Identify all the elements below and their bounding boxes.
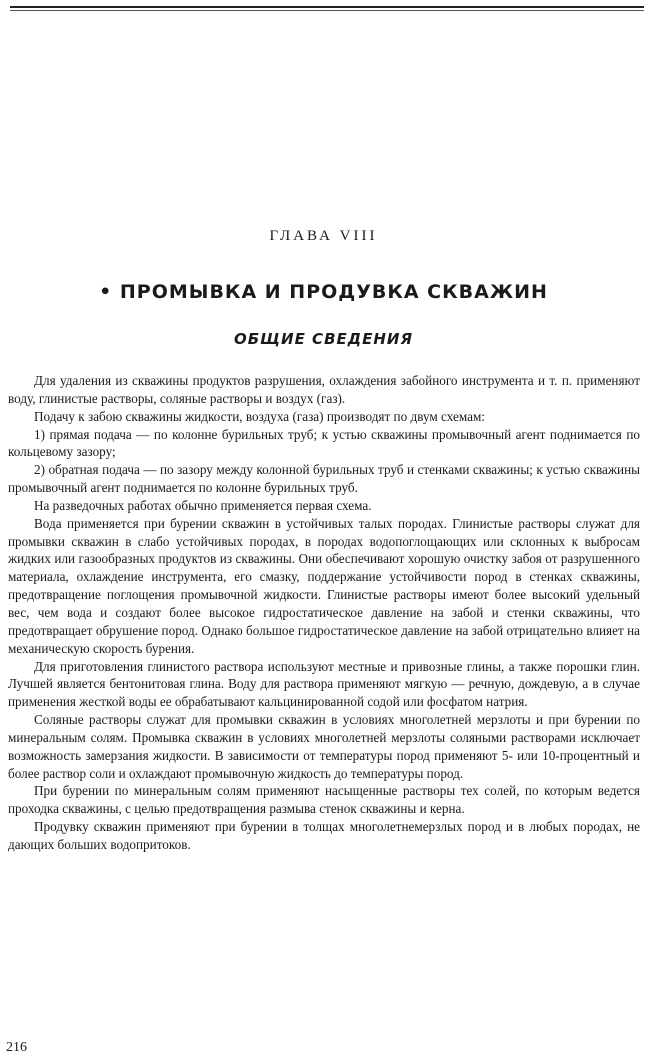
paragraph: Для удаления из скважины продуктов разрушения, охлаждения забойного инструмента и т. п. применяют воду, глинистые растворы, соляные растворы и воздух (газ). xyxy=(8,373,640,406)
body-text xyxy=(8,372,640,854)
section-subtitle: ОБЩИЕ СВЕДЕНИЯ xyxy=(233,330,414,348)
paragraph: Подачу к забою скважины жидкости, воздуха (газа) производят по двум схемам: xyxy=(34,408,485,424)
paragraph: При бурении по минеральным солям применяют насыщенные растворы тех солей, по которым ведется проходка скважины, с целью предотвращения размыва стенок скважины и керна. xyxy=(8,783,640,817)
paragraph: 2) обратная подача — по зазору между колонной бурильных труб и стенками скважины; к устью скважины промывочный агент поднимается по колонне бурильных труб. xyxy=(8,462,640,496)
paragraph: Для приготовления глинистого раствора используют местные и привозные глины, а также порошки глин. Лучшей является бентонитовая глина. Воду для раствора применяют мягкую — речную, дождевую, а в случае применения жесткой воды ее обрабатывают кальцинированной содой или фосфатом натрия. xyxy=(8,658,640,710)
paragraph: На разведочных работах обычно применяется первая схема. xyxy=(34,497,372,513)
paragraph: 1) прямая подача — по колонне бурильных труб; к устью скважины промывочный агент поднимается по кольцевому зазору; xyxy=(8,426,640,460)
top-rule xyxy=(10,6,644,8)
paragraph: Соляные растворы служат для промывки скважин в условиях многолетней мерзлоты и при бурении по минеральным солям. Промывка скважин в условиях многолетней мерзлоты соляными растворами исключает возможность замерзания жидкости. В зависимости от температуры пород применяют 5- или 10-процентный и более раствор соли и охлаждают промывочную жидкость до температуры пород. xyxy=(8,712,640,781)
paragraph: Продувку скважин применяют при бурении в толщах многолетнемерзлых пород и в любых породах, не дающих больших водопритоков. xyxy=(8,819,640,852)
paragraph: Вода применяется при бурении скважин в устойчивых талых породах. Глинистые растворы служат для промывки скважин в слабо устойчивых породах, в породах водопоглощающих или склонных к выбросам жидких или газообразных продуктов из скважины. Они обеспечивают хорошую очистку забоя от разрушенного материала, охлаждение инструмента, его смазку, поддержание устойчивости пород в стенках скважины, предотвращение поглощения промывочной жидкости. Глинистые растворы имеют более высокий удельный вес, чем вода и создают более высокое гидростатическое давление на забой и стенки скважины, что предотвращает обрушение пород. Однако большое гидростатическое давление на забой отрицательно влияет на механическую скорость бурения. xyxy=(8,515,640,656)
chapter-heading: ГЛАВА VIII xyxy=(269,228,378,244)
chapter-title: • ПРОМЫВКА И ПРОДУВКА СКВАЖИН xyxy=(99,281,548,303)
top-rule-thin xyxy=(10,10,644,11)
page-number: 216 xyxy=(6,1040,27,1055)
